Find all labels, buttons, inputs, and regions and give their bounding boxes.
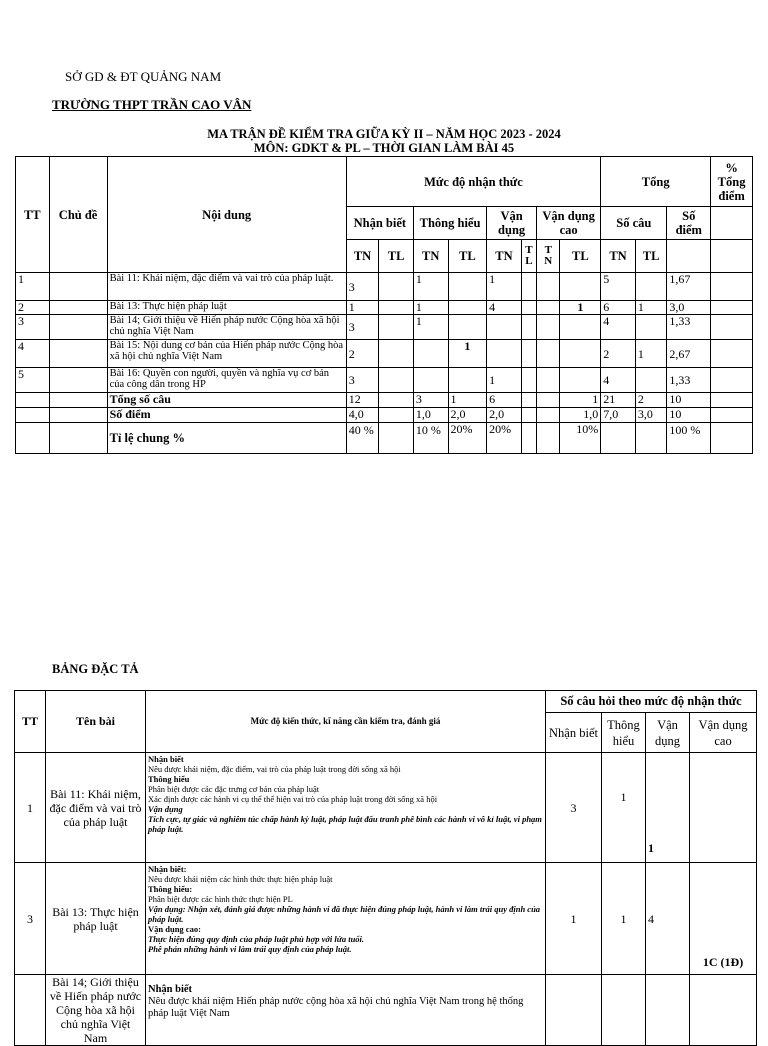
- row-content: Bài 13: Thực hiện pháp luật: [107, 301, 346, 315]
- cell: 21: [601, 393, 636, 408]
- cell: 10 %: [413, 423, 448, 454]
- cell: 6: [601, 301, 636, 315]
- spec-row-number: 3: [15, 863, 46, 975]
- spec-row: [15, 975, 757, 1046]
- cell: [537, 340, 560, 368]
- cell: 1: [635, 340, 667, 368]
- spec-lesson-name: Bài 13: Thực hiện pháp luật: [46, 863, 146, 975]
- specification-table: [14, 690, 757, 1046]
- cell: [379, 340, 414, 368]
- spec-count: 1C (1Đ): [690, 863, 757, 975]
- van-dung-cao-header: Vận dụng cao: [537, 207, 601, 240]
- spec-name-header: Tên bài: [46, 691, 146, 753]
- sub-header: TL: [379, 240, 414, 273]
- table-row: [16, 273, 753, 301]
- cell: 20%: [487, 423, 522, 454]
- sub-header: TN: [413, 240, 448, 273]
- spec-count: 1: [602, 753, 646, 863]
- assessment-matrix-table: [15, 156, 753, 454]
- cell: 3: [413, 393, 448, 408]
- cell: 3: [346, 368, 379, 393]
- cell: [379, 301, 414, 315]
- cell: 2: [601, 340, 636, 368]
- topic-header: Chủ đề: [49, 157, 107, 273]
- spec-vd-header: Vận dụng: [646, 713, 690, 753]
- percent-header: % Tổng điểm: [711, 157, 753, 207]
- cell: [379, 273, 414, 301]
- cell: 40 %: [346, 423, 379, 454]
- cell: 2: [635, 393, 667, 408]
- spec-desc-header: Mức độ kiến thức, kĩ năng cần kiểm tra, đánh giá: [146, 691, 546, 753]
- spec-count: 1: [646, 753, 690, 863]
- cell: 5: [601, 273, 636, 301]
- spec-tt-header: TT: [15, 691, 46, 753]
- spec-count: 4: [646, 863, 690, 975]
- level-text: Vận dụng: Nhận xét, đánh giá được những hành vi đã thực hiện đúng pháp luật, hành vi làm trái quy định của pháp luật.: [148, 904, 541, 924]
- cell: 1,33: [667, 315, 711, 340]
- total-row: [16, 408, 753, 423]
- school-name: TRƯỜNG THPT TRẦN CAO VÂN: [52, 97, 252, 112]
- cell: [537, 423, 560, 454]
- cell: [560, 315, 601, 340]
- sub-header: TN: [487, 240, 522, 273]
- cell: 3: [346, 315, 379, 340]
- row-number: 1: [16, 273, 50, 301]
- cell: 1: [346, 301, 379, 315]
- cell: [413, 340, 448, 368]
- spec-row: [15, 753, 757, 863]
- level-text: Phân biệt được các hình thức thực hiện PL: [148, 894, 293, 904]
- cell: [537, 393, 560, 408]
- cell: [448, 273, 487, 301]
- cell: 4: [601, 315, 636, 340]
- sub-header: T L: [521, 240, 536, 273]
- total-label: Tỉ lệ chung %: [107, 423, 346, 454]
- level-heading: Nhận biết: [148, 984, 193, 995]
- cell: 1,33: [667, 368, 711, 393]
- cell: 1,67: [667, 273, 711, 301]
- spec-lesson-name: Bài 14; Giới thiệu về Hiến pháp nước Cộng hòa xã hội chủ nghĩa Việt Nam: [46, 975, 146, 1046]
- total-row: [16, 423, 753, 454]
- cell: [379, 368, 414, 393]
- cell: [537, 315, 560, 340]
- cell: 10: [667, 408, 711, 423]
- cell: 1: [560, 393, 601, 408]
- level-heading: Thông hiểu: [148, 774, 190, 784]
- so-diem-header: Số điểm: [667, 207, 711, 240]
- level-text: Phân biệt được các đặc trưng cơ bản của pháp luật: [148, 784, 320, 794]
- row-content: Bài 14; Giới thiệu về Hiến pháp nước Cộng hòa xã hội chủ nghĩa Việt Nam: [107, 315, 346, 340]
- nhan-biet-header: Nhận biết: [346, 207, 413, 240]
- cell: 1: [448, 393, 487, 408]
- cell: 1: [413, 273, 448, 301]
- cell: [537, 408, 560, 423]
- cell: 4: [487, 301, 522, 315]
- level-text: Tích cực, tự giác và nghiêm túc chấp hành kỷ luật, pháp luật đấu tranh phê bình các hành vi vô kỉ luật, vi phạm pháp luật.: [148, 814, 542, 834]
- sub-header: TL: [448, 240, 487, 273]
- cell: [487, 315, 522, 340]
- cell: [448, 368, 487, 393]
- cell: 100 %: [667, 423, 711, 454]
- table-row: [16, 301, 753, 315]
- so-cau-header: Số câu: [601, 207, 667, 240]
- spec-lesson-name: Bài 11: Khái niệm, đặc điểm và vai trò của pháp luật: [46, 753, 146, 863]
- level-text: Nêu được khái niệm, đặc điểm, vai trò của pháp luật trong đời sống xã hội: [148, 764, 401, 774]
- level-heading: Nhận biết:: [148, 864, 187, 874]
- sub-header: T N: [537, 240, 560, 273]
- spec-nb-header: Nhận biết: [546, 713, 602, 753]
- cell: [521, 340, 536, 368]
- row-number: 2: [16, 301, 50, 315]
- thong-hieu-header: Thông hiểu: [413, 207, 486, 240]
- cell: 10%: [560, 423, 601, 454]
- table-row: [16, 315, 753, 340]
- cell: [448, 301, 487, 315]
- cell: 12: [346, 393, 379, 408]
- table-row: [16, 340, 753, 368]
- matrix-subtitle: MÔN: GDKT & PL – THỜI GIAN LÀM BÀI 45: [253, 141, 515, 155]
- sub-header: TL: [635, 240, 667, 273]
- spec-count: 1: [546, 863, 602, 975]
- cell: [521, 301, 536, 315]
- cell: [560, 273, 601, 301]
- cell: 3,0: [667, 301, 711, 315]
- spec-description: [146, 863, 546, 975]
- cell: 1: [413, 301, 448, 315]
- total-label: Số điểm: [107, 408, 346, 423]
- cell: [601, 423, 636, 454]
- cell: [521, 423, 536, 454]
- level-heading: Vận dụng cao:: [148, 924, 201, 934]
- cell: [521, 273, 536, 301]
- level-text: Nêu được khái niệm các hình thức thực hiện pháp luật: [148, 874, 333, 884]
- level-text: Xác định được các hành vi cụ thể thể hiện vai trò của pháp luật trong đời sống xã hội: [148, 794, 438, 804]
- van-dung-header: Vận dụng: [487, 207, 537, 240]
- cell: 7,0: [601, 408, 636, 423]
- cell: [521, 315, 536, 340]
- cell: [379, 315, 414, 340]
- cell: [537, 368, 560, 393]
- level-text: Thực hiện đúng quy định của pháp luật phù hợp với lứa tuổi.: [148, 934, 365, 944]
- cell: [521, 368, 536, 393]
- total-row: [16, 393, 753, 408]
- spec-description: [146, 975, 546, 1046]
- cell: [635, 368, 667, 393]
- cell: 4: [601, 368, 636, 393]
- total-header: Tổng: [601, 157, 711, 207]
- department-name: SỞ GD & ĐT QUẢNG NAM: [65, 69, 222, 84]
- cell: [379, 423, 414, 454]
- row-number: 4: [16, 340, 50, 368]
- cell: [635, 273, 667, 301]
- spec-row-number: 1: [15, 753, 46, 863]
- cell: [448, 315, 487, 340]
- matrix-title: MA TRẬN ĐỀ KIỂM TRA GIỮA KỲ II – NĂM HỌC 2023 - 2024: [207, 127, 561, 141]
- sub-header: TN: [601, 240, 636, 273]
- cell: [560, 340, 601, 368]
- spec-vdc-header: Vận dụng cao: [690, 713, 757, 753]
- cell: [537, 273, 560, 301]
- cell: [521, 393, 536, 408]
- cell: [379, 408, 414, 423]
- cell: 2,0: [448, 408, 487, 423]
- row-number: 5: [16, 368, 50, 393]
- spec-count: 3: [546, 753, 602, 863]
- spec-th-header: Thông hiểu: [602, 713, 646, 753]
- cell: 2: [346, 340, 379, 368]
- sub-header: TL: [560, 240, 601, 273]
- level-heading: Nhận biết: [148, 754, 184, 764]
- content-header: Nội dung: [107, 157, 346, 273]
- level-heading: Thông hiểu:: [148, 884, 193, 894]
- cell: [537, 301, 560, 315]
- cell: [413, 368, 448, 393]
- cell: 1: [635, 301, 667, 315]
- cell: [521, 408, 536, 423]
- cell: 1: [487, 368, 522, 393]
- cell: 1,0: [413, 408, 448, 423]
- level-text: Phê phán những hành vi làm trái quy định của pháp luật.: [148, 944, 352, 954]
- cell: [560, 368, 601, 393]
- spec-count-header: Số câu hỏi theo mức độ nhận thức: [546, 691, 757, 713]
- row-number: 3: [16, 315, 50, 340]
- cell: 2,0: [487, 408, 522, 423]
- table-row: [16, 368, 753, 393]
- cell: [635, 423, 667, 454]
- cell: 2,67: [667, 340, 711, 368]
- sub-header: TN: [346, 240, 379, 273]
- level-header: Mức độ nhận thức: [346, 157, 600, 207]
- cell: 20%: [448, 423, 487, 454]
- cell: 1: [487, 273, 522, 301]
- cell: 3,0: [635, 408, 667, 423]
- total-label: Tổng số câu: [107, 393, 346, 408]
- row-content: Bài 16: Quyền con người, quyền và nghĩa vụ cơ bản của công dân trong HP: [107, 368, 346, 393]
- level-text: Nêu được khái niệm Hiến pháp nước cộng hòa xã hội chủ nghĩa Việt Nam trong hệ thống pháp luật Việt Nam: [148, 996, 524, 1019]
- spec-description: [146, 753, 546, 863]
- cell: 1: [448, 340, 487, 368]
- cell: 1: [560, 301, 601, 315]
- spec-title: BẢNG ĐẶC TẢ: [52, 662, 139, 676]
- cell: 1: [413, 315, 448, 340]
- cell: 4,0: [346, 408, 379, 423]
- cell: [635, 315, 667, 340]
- spec-row: [15, 863, 757, 975]
- tt-header: TT: [16, 157, 50, 273]
- cell: 1,0: [560, 408, 601, 423]
- cell: [379, 393, 414, 408]
- spec-count: [690, 753, 757, 863]
- row-content: Bài 15: Nội dung cơ bản của Hiến pháp nước Cộng hòa xã hội chủ nghĩa Việt Nam: [107, 340, 346, 368]
- cell: [487, 340, 522, 368]
- cell: 6: [487, 393, 522, 408]
- cell: 10: [667, 393, 711, 408]
- cell: 3: [346, 273, 379, 301]
- spec-count: 1: [602, 863, 646, 975]
- level-heading: Vận dụng: [148, 804, 183, 814]
- row-content: Bài 11: Khái niệm, đặc điểm và vai trò của pháp luật.: [107, 273, 346, 301]
